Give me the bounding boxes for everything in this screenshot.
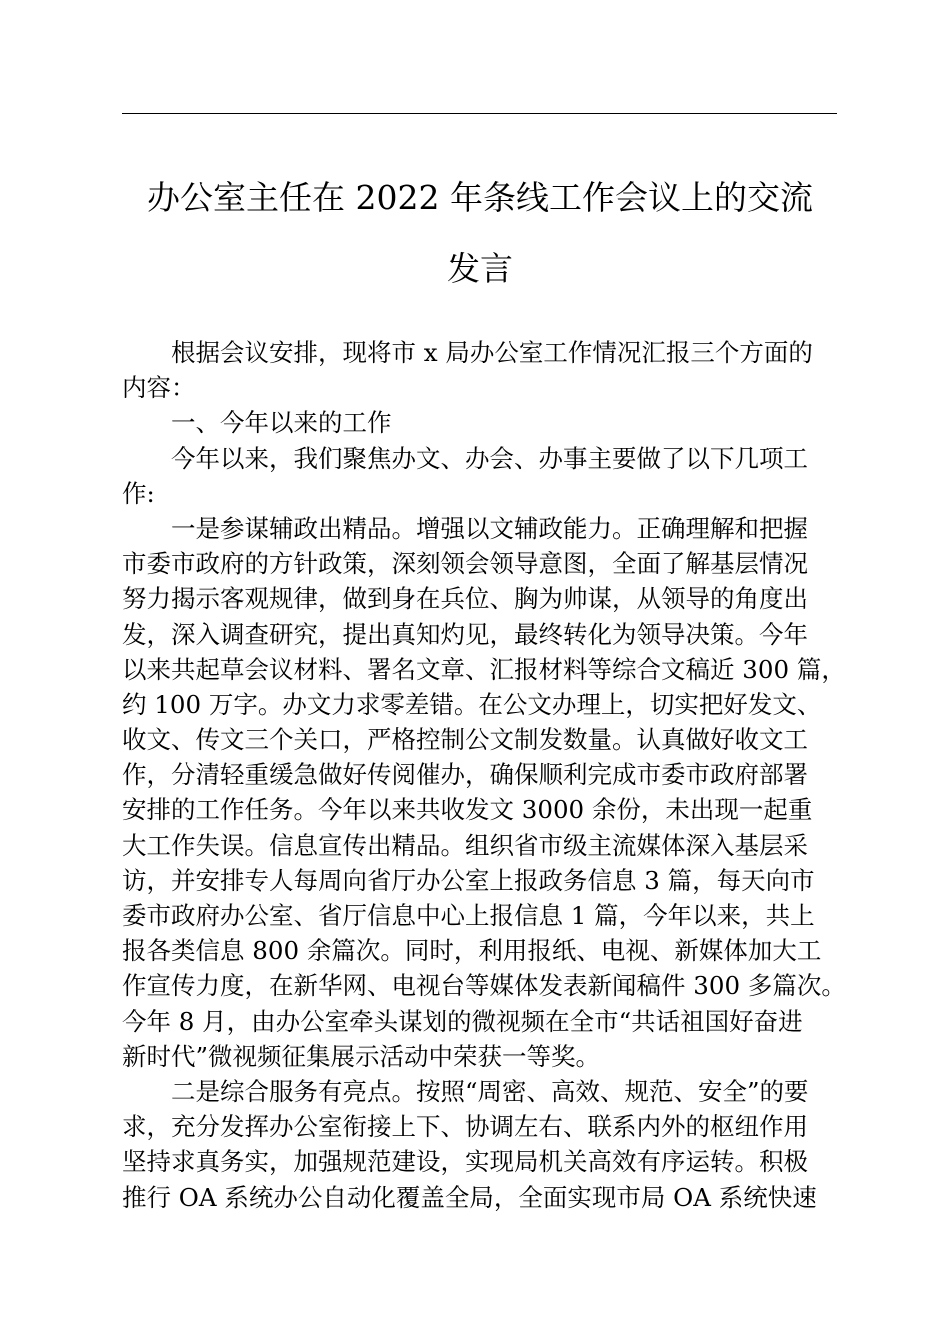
body-line: 访，并安排专人每周向省厅办公室上报政务信息 3 篇，每天向市 xyxy=(122,865,815,895)
body-line: 努力揭示客观规律，做到身在兵位、胸为帅谋，从领导的角度出 xyxy=(122,584,808,614)
body-line: 推行 OA 系统办公自动化覆盖全局，全面实现市局 OA 系统快速 xyxy=(122,1182,817,1212)
body-line: 求，充分发挥办公室衔接上下、协调左右、联系内外的枢纽作用 xyxy=(122,1112,808,1142)
body-line: 今年 8 月，由办公室牵头谋划的微视频在全市“共话祖国好奋进 xyxy=(122,1006,803,1036)
body-line: 根据会议安排，现将市 x 局办公室工作情况汇报三个方面的 xyxy=(171,338,813,367)
body-line: 以来共起草会议材料、署名文章、汇报材料等综合文稿近 300 篇， xyxy=(122,654,846,684)
body-line: 约 100 万字。办文力求零差错。在公文办理上，切实把好发文、 xyxy=(122,689,822,719)
body-line: 新时代”微视频征集展示活动中荣获一等奖。 xyxy=(122,1041,601,1071)
header-rule xyxy=(122,113,837,114)
body-line: 市委市政府的方针政策，深刻领会领导意图，全面了解基层情况 xyxy=(122,549,808,579)
document-body xyxy=(122,335,862,1215)
document-title-line-2: 发言 xyxy=(447,249,513,288)
body-line: 报各类信息 800 余篇次。同时，利用报纸、电视、新媒体加大工 xyxy=(122,936,822,966)
body-line: 作，分清轻重缓急做好传阅催办，确保顺利完成市委市政府部署 xyxy=(122,760,808,790)
body-line: 坚持求真务实，加强规范建设，实现局机关高效有序运转。积极 xyxy=(122,1147,808,1177)
body-line: 发，深入调查研究，提出真知灼见，最终转化为领导决策。今年 xyxy=(122,619,808,649)
body-line: 一是参谋辅政出精品。增强以文辅政能力。正确理解和把握 xyxy=(171,513,808,543)
body-line: 安排的工作任务。今年以来共收发文 3000 余份，未出现一起重 xyxy=(122,795,813,825)
body-line: 委市政府办公室、省厅信息中心上报信息 1 篇，今年以来，共上 xyxy=(122,901,815,930)
document-title-line-1: 办公室主任在 2022 年条线工作会议上的交流 xyxy=(147,178,813,217)
body-line: 作: xyxy=(122,478,155,508)
body-line: 一、今年以来的工作 xyxy=(171,408,392,438)
body-line: 内容： xyxy=(122,373,196,403)
body-line: 作宣传力度，在新华网、电视台等媒体发表新闻稿件 300 多篇次。 xyxy=(122,971,846,1001)
body-line: 今年以来，我们聚焦办文、办会、办事主要做了以下几项工 xyxy=(171,443,808,473)
body-line: 二是综合服务有亮点。按照“周密、高效、规范、安全”的要 xyxy=(171,1076,809,1106)
body-line: 大工作失误。信息宣传出精品。组织省市级主流媒体深入基层采 xyxy=(122,830,808,860)
body-line: 收文、传文三个关口，严格控制公文制发数量。认真做好收文工 xyxy=(122,725,808,755)
